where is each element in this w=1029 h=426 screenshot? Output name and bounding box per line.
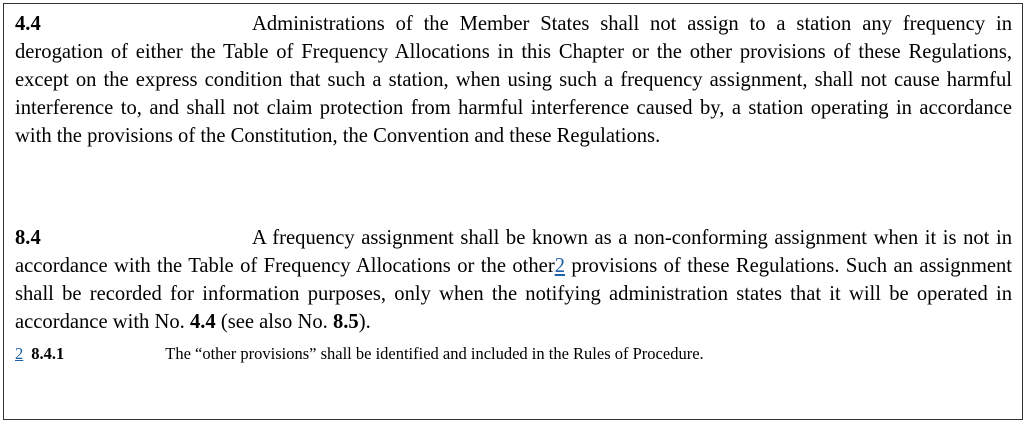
footnote — [15, 343, 704, 365]
cross-reference-8-5: 8.5 — [332, 311, 359, 333]
provision-text: Administrations of the Member States shall not assign to a station any frequency in derogation of either the Table of Frequency Allocations in this Chapter or the other provisions of these Regulations, except on the express condition that such a station, when using such a frequency assignment, shall not cause harmful interference to, and shall not claim protection from harmful interference caused by, a station operating in accordance with the provisions of the Constitution, the Convention and these Regulations. — [15, 13, 1012, 147]
provision-text-part-c: (see also No. — [215, 311, 333, 333]
provision-number: 8.4 — [15, 227, 41, 249]
cross-reference-4-4: 4.4 — [189, 311, 216, 333]
footnote-reference-link[interactable]: 2 — [554, 255, 565, 277]
provision-text-part-a: A frequency assignment shall be known as a non-conforming assignment when it is not in accordance with the Table of Frequency Allocations or the other — [15, 227, 1012, 277]
footnote-marker-link[interactable]: 2 — [15, 344, 24, 363]
provision-number: 4.4 — [15, 13, 41, 35]
provision-text-part-d: ). — [358, 311, 371, 333]
provision-8-4 — [15, 224, 1012, 336]
footnote-number: 8.4.1 — [31, 344, 65, 363]
provision-text-part-b: provisions of these Regulations. Such an assignment shall be recorded for information purposes, only when the notifying administration states that it will be operated in accordance with No. — [15, 255, 1012, 333]
footnote-text: The “other provisions” shall be identified and included in the Rules of Procedure. — [165, 344, 704, 363]
provision-4-4 — [15, 10, 1012, 150]
